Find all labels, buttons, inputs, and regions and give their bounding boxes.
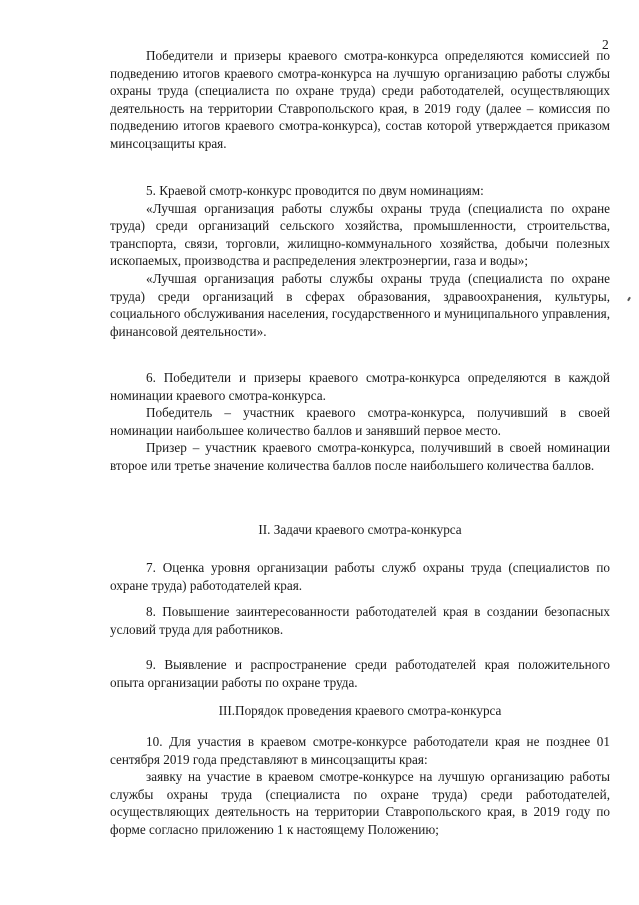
section-10 [110, 733, 610, 839]
paragraph-9: 9. Выявление и распространение среди работодателей края положительного опыта организации работы по охране труда. [110, 657, 610, 690]
heading-3-block [110, 702, 610, 720]
paragraph-6-prizewinner: Призер – участник краевого смотра-конкурса, получивший в своей номинации второе или третье значение количества баллов после наибольшего количества баллов. [110, 440, 610, 473]
paragraph-10: 10. Для участия в краевом смотре-конкурсе работодатели края не позднее 01 сентября 2019 года представляют в минсоцзащиты края: [110, 734, 610, 767]
paragraph-7-block [110, 559, 610, 594]
heading-section-3: III.Порядок проведения краевого смотра-конкурса [218, 703, 502, 718]
section-6 [110, 369, 610, 475]
paragraph-5: 5. Краевой смотр-конкурс проводится по двум номинациям: [146, 183, 484, 198]
paragraph-10-application: заявку на участие в краевом смотре-конкурсе на лучшую организацию работы службы охраны труда (специалиста по охране труда) среди работодателей, осуществляющих деятельность на территории Ставропольского края, в 2019 году по форме согласно приложению 1 к настоящему Положению; [110, 769, 610, 837]
section-5 [110, 182, 610, 340]
paragraph-7: 7. Оценка уровня организации работы служб охраны труда (специалистов по охране труда) работодателей края. [110, 560, 610, 593]
paragraph-6-winner: Победитель – участник краевого смотра-конкурса, получивший в своей номинации наибольшее количество баллов и занявший первое место. [110, 405, 610, 438]
page-number: 2 [602, 37, 609, 52]
paragraph-winners-block [110, 47, 610, 153]
paragraph-5-nomination-2: «Лучшая организация работы службы охраны труда (специалиста по охране труда) среди организаций в сферах образования, здравоохранения, культуры, социального обслуживания населения, государственного и муниципального управления, финансовой деятельности». [110, 270, 610, 339]
scan-mark [627, 297, 631, 301]
paragraph-5-nomination-1: «Лучшая организация работы службы охраны труда (специалиста по охране труда) среди организаций сельского хозяйства, промышленности, строительства, транспорта, связи, торговли, жилищно-коммунального хозяйства, добычи полезных ископаемых, производства и распределения электроэнергии, газа и воды»; [110, 200, 610, 269]
paragraph-9-block [110, 656, 610, 691]
heading-section-2: II. Задачи краевого смотра-конкурса [258, 522, 462, 537]
paragraph-8-block [110, 603, 610, 638]
paragraph-8: 8. Повышение заинтересованности работодателей края в создании безопасных условий труда для работников. [110, 604, 610, 637]
paragraph-6: 6. Победители и призеры краевого смотра-конкурса определяются в каждой номинации краевого смотра-конкурса. [110, 370, 610, 403]
paragraph-winners: Победители и призеры краевого смотра-конкурса определяются комиссией по подведению итогов краевого смотра-конкурса на лучшую организацию работы службы охраны труда (специалиста по охране труда) среди работодателей, осуществляющих деятельность на территории Ставропольского края, в 2019 году (далее – комиссия по подведению итогов краевого смотра-конкурса), состав которой утверждается приказом минсоцзащиты края. [110, 48, 610, 151]
heading-2-block [110, 521, 610, 539]
